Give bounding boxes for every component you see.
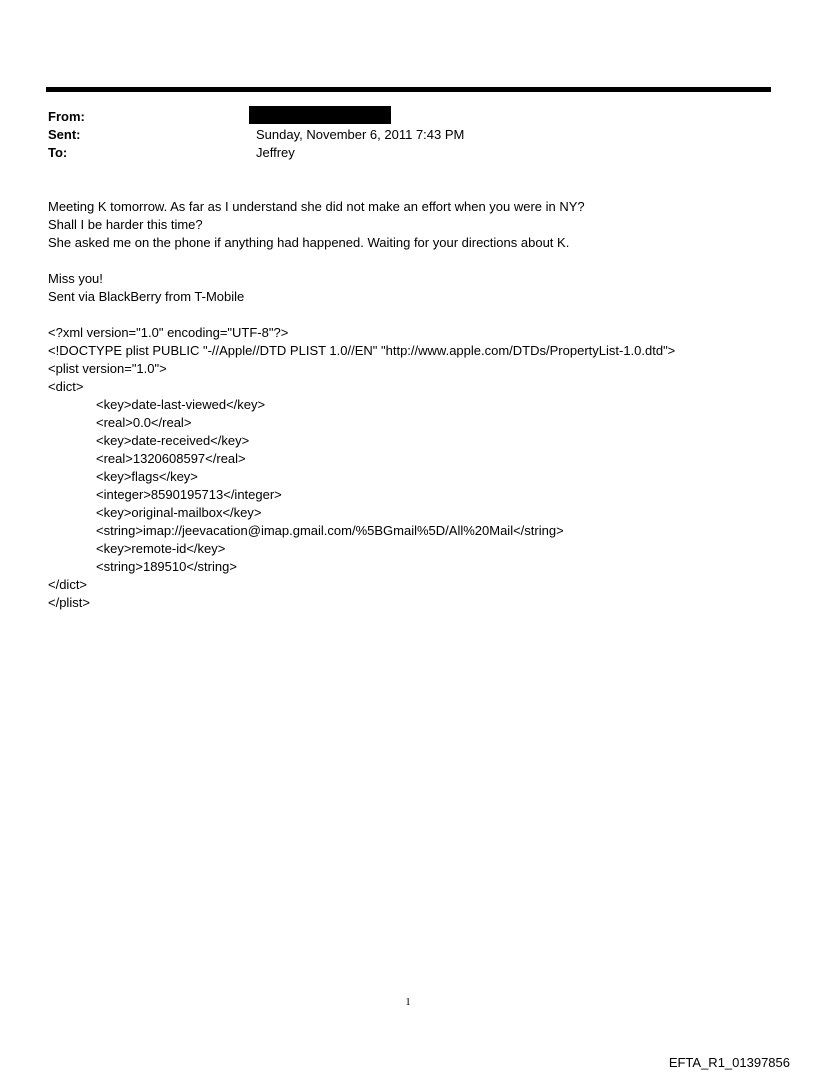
spacer xyxy=(48,306,675,324)
plist-line: <plist version="1.0"> xyxy=(48,361,167,376)
document-id: EFTA_R1_01397856 xyxy=(668,1055,790,1070)
plist-entry: <key>date-last-viewed</key> xyxy=(96,397,266,412)
page-number: 1 xyxy=(405,996,411,1008)
signature-line: Sent via BlackBerry from T-Mobile xyxy=(48,289,245,304)
plist-entry: <real>0.0</real> xyxy=(96,415,192,430)
plist-entry: <integer>8590195713</integer> xyxy=(96,487,282,502)
plist-line: <?xml version="1.0" encoding="UTF-8"?> xyxy=(48,325,289,340)
sent-label: Sent: xyxy=(48,127,81,142)
message-line: She asked me on the phone if anything had happened. Waiting for your directions about K. xyxy=(48,235,570,250)
spacer xyxy=(48,252,675,270)
plist-line: <!DOCTYPE plist PUBLIC "-//Apple//DTD PLIST 1.0//EN" "http://www.apple.com/DTDs/PropertyList-1.0.dtd"> xyxy=(48,343,676,358)
plist-entry: <key>original-mailbox</key> xyxy=(96,505,262,520)
plist-entry: <real>1320608597</real> xyxy=(96,451,246,466)
message-line: Miss you! xyxy=(48,271,103,286)
plist-entry: <string>189510</string> xyxy=(96,559,237,574)
plist-entry: <key>flags</key> xyxy=(96,469,198,484)
plist-entry: <key>remote-id</key> xyxy=(96,541,226,556)
message-line: Meeting K tomorrow. As far as I understand she did not make an effort when you were in NY? xyxy=(48,199,585,214)
message-line: Shall I be harder this time? xyxy=(48,217,203,232)
plist-line: <dict> xyxy=(48,379,84,394)
to-value: Jeffrey xyxy=(256,145,295,160)
to-label: To: xyxy=(48,145,68,160)
plist-entry: <key>date-received</key> xyxy=(96,433,250,448)
redaction-box xyxy=(249,106,391,124)
plist-line: </plist> xyxy=(48,595,90,610)
plist-entry: <string>imap://jeevacation@imap.gmail.com/%5BGmail%5D/All%20Mail</string> xyxy=(96,523,564,538)
from-label: From: xyxy=(48,109,85,124)
email-body xyxy=(48,198,675,612)
header-rule xyxy=(46,87,771,92)
plist-line: </dict> xyxy=(48,577,88,592)
sent-value: Sunday, November 6, 2011 7:43 PM xyxy=(256,127,465,142)
